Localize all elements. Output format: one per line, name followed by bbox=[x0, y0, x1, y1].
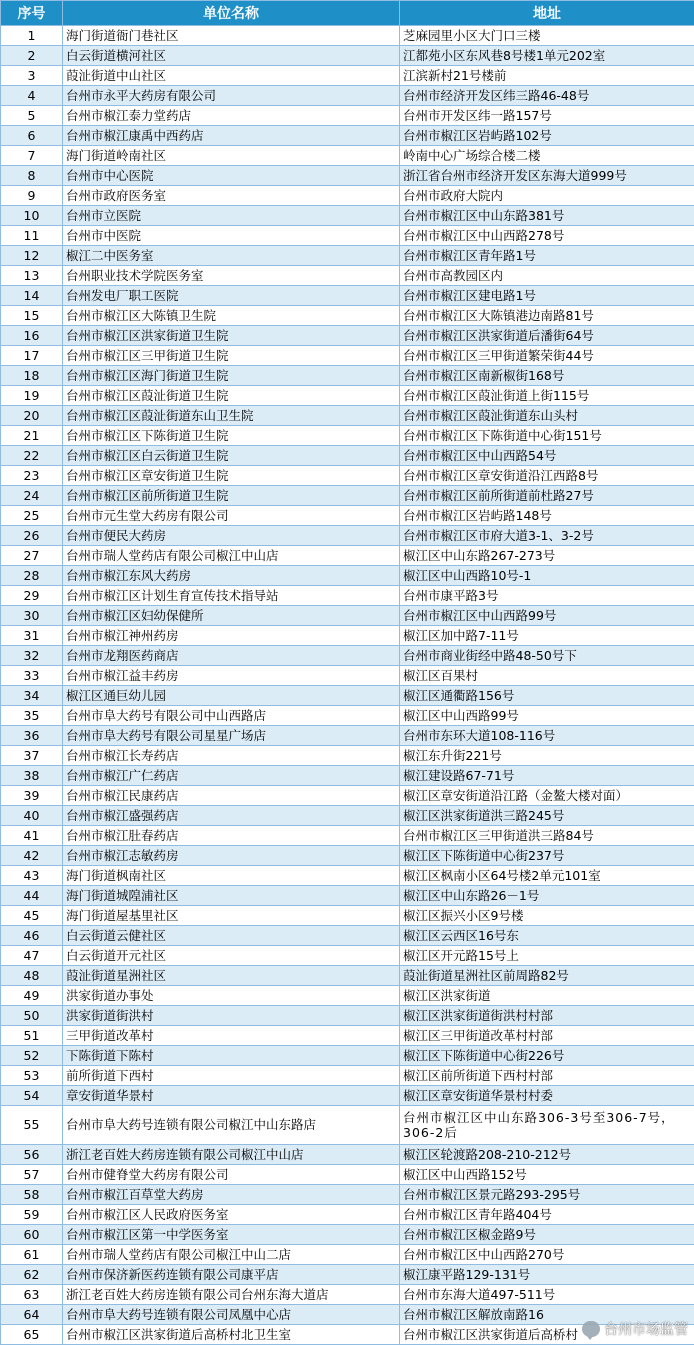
row-unit-name: 白云街道云健社区 bbox=[63, 926, 400, 946]
row-serial: 29 bbox=[1, 586, 63, 606]
row-address: 台州市椒江区中山西路54号 bbox=[400, 446, 694, 466]
row-unit-name: 章安街道华景村 bbox=[63, 1086, 400, 1106]
table-body bbox=[1, 26, 694, 1345]
row-serial: 64 bbox=[1, 1305, 63, 1325]
row-unit-name: 台州市健脊堂大药房有限公司 bbox=[63, 1165, 400, 1185]
row-address: 椒江区洪家街道洪三路245号 bbox=[400, 806, 694, 826]
table-row bbox=[1, 666, 694, 686]
table-row bbox=[1, 566, 694, 586]
row-serial: 33 bbox=[1, 666, 63, 686]
row-serial: 1 bbox=[1, 26, 63, 46]
row-unit-name: 台州市永平大药房有限公司 bbox=[63, 86, 400, 106]
row-serial: 16 bbox=[1, 326, 63, 346]
row-serial: 12 bbox=[1, 246, 63, 266]
row-address: 椒江区通衢路156号 bbox=[400, 686, 694, 706]
row-serial: 39 bbox=[1, 786, 63, 806]
row-serial: 62 bbox=[1, 1265, 63, 1285]
row-serial: 52 bbox=[1, 1046, 63, 1066]
row-address: 椒江区洪家街道 bbox=[400, 986, 694, 1006]
row-serial: 21 bbox=[1, 426, 63, 446]
table-row bbox=[1, 206, 694, 226]
row-address: 台州市椒江区洪家街道后高桥村 bbox=[400, 1325, 694, 1345]
row-serial: 41 bbox=[1, 826, 63, 846]
row-address: 台州市椒江区解放南路16 bbox=[400, 1305, 694, 1325]
row-unit-name: 洪家街道办事处 bbox=[63, 986, 400, 1006]
row-address: 椒江区中山东路26－1号 bbox=[400, 886, 694, 906]
table-row bbox=[1, 426, 694, 446]
table-row bbox=[1, 726, 694, 746]
row-unit-name: 台州市椒江区计划生育宣传技术指导站 bbox=[63, 586, 400, 606]
row-address: 台州市椒江区洪家街道后潘街64号 bbox=[400, 326, 694, 346]
row-address: 台州市椒江区大陈镇港边南路81号 bbox=[400, 306, 694, 326]
watermark bbox=[582, 1319, 688, 1339]
row-unit-name: 台州市中医院 bbox=[63, 226, 400, 246]
row-serial: 9 bbox=[1, 186, 63, 206]
table-row bbox=[1, 1086, 694, 1106]
row-serial: 61 bbox=[1, 1245, 63, 1265]
row-serial: 14 bbox=[1, 286, 63, 306]
row-address: 芝麻园里小区大门口三楼 bbox=[400, 26, 694, 46]
row-unit-name: 台州市椒江区白云街道卫生院 bbox=[63, 446, 400, 466]
table-row bbox=[1, 626, 694, 646]
row-address: 台州市椒江区岩屿路102号 bbox=[400, 126, 694, 146]
row-serial: 26 bbox=[1, 526, 63, 546]
table-row bbox=[1, 806, 694, 826]
row-address: 台州市椒江区青年路1号 bbox=[400, 246, 694, 266]
row-serial: 45 bbox=[1, 906, 63, 926]
row-unit-name: 台州市元生堂大药房有限公司 bbox=[63, 506, 400, 526]
row-unit-name: 台州市椒江百草堂大药房 bbox=[63, 1185, 400, 1205]
row-serial: 4 bbox=[1, 86, 63, 106]
row-serial: 37 bbox=[1, 746, 63, 766]
row-serial: 53 bbox=[1, 1066, 63, 1086]
watermark-text: 台州市场监管 bbox=[604, 1319, 688, 1339]
table-row bbox=[1, 346, 694, 366]
row-unit-name: 葭沚街道中山社区 bbox=[63, 66, 400, 86]
row-unit-name: 海门街道城隍浦社区 bbox=[63, 886, 400, 906]
table-row bbox=[1, 866, 694, 886]
row-unit-name: 海门街道屋基里社区 bbox=[63, 906, 400, 926]
row-address: 葭沚街道星洲社区前周路82号 bbox=[400, 966, 694, 986]
table-row bbox=[1, 946, 694, 966]
row-unit-name: 台州市保济新医药连锁有限公司康平店 bbox=[63, 1265, 400, 1285]
row-serial: 31 bbox=[1, 626, 63, 646]
row-serial: 27 bbox=[1, 546, 63, 566]
row-unit-name: 台州市椒江康禹中西药店 bbox=[63, 126, 400, 146]
table-row bbox=[1, 286, 694, 306]
row-unit-name: 台州市便民大药房 bbox=[63, 526, 400, 546]
table-row bbox=[1, 606, 694, 626]
row-address: 台州市椒江区中山西路278号 bbox=[400, 226, 694, 246]
table-row bbox=[1, 86, 694, 106]
table-row bbox=[1, 886, 694, 906]
row-unit-name: 海门街道枫南社区 bbox=[63, 866, 400, 886]
wechat-bubble-icon bbox=[582, 1321, 600, 1337]
row-address: 台州市椒江区建电路1号 bbox=[400, 286, 694, 306]
row-serial: 42 bbox=[1, 846, 63, 866]
row-serial: 38 bbox=[1, 766, 63, 786]
table-row bbox=[1, 1205, 694, 1225]
table-row bbox=[1, 766, 694, 786]
table-row bbox=[1, 326, 694, 346]
table-row bbox=[1, 306, 694, 326]
row-unit-name: 台州市椒江区人民政府医务室 bbox=[63, 1205, 400, 1225]
row-address: 台州市高教园区内 bbox=[400, 266, 694, 286]
row-serial: 32 bbox=[1, 646, 63, 666]
row-serial: 55 bbox=[1, 1106, 63, 1145]
row-serial: 13 bbox=[1, 266, 63, 286]
row-serial: 24 bbox=[1, 486, 63, 506]
row-address: 台州市椒江区中山西路99号 bbox=[400, 606, 694, 626]
row-serial: 63 bbox=[1, 1285, 63, 1305]
row-address: 椒江区中山东路267-273号 bbox=[400, 546, 694, 566]
row-unit-name: 台州市政府医务室 bbox=[63, 186, 400, 206]
table-row bbox=[1, 1145, 694, 1165]
row-address: 台州市开发区纬一路157号 bbox=[400, 106, 694, 126]
row-address: 椒江区洪家街道街洪村村部 bbox=[400, 1006, 694, 1026]
row-unit-name: 台州市椒江区下陈街道卫生院 bbox=[63, 426, 400, 446]
row-serial: 15 bbox=[1, 306, 63, 326]
row-serial: 34 bbox=[1, 686, 63, 706]
row-address: 台州市椒江区章安街道沿江西路8号 bbox=[400, 466, 694, 486]
row-address: 椒江区百果村 bbox=[400, 666, 694, 686]
row-serial: 57 bbox=[1, 1165, 63, 1185]
table-row bbox=[1, 506, 694, 526]
row-address: 台州市椒江区三甲街道洪三路84号 bbox=[400, 826, 694, 846]
row-unit-name: 海门街道岭南社区 bbox=[63, 146, 400, 166]
row-address: 台州市政府大院内 bbox=[400, 186, 694, 206]
row-address: 椒江区三甲街道改革村村部 bbox=[400, 1026, 694, 1046]
row-unit-name: 台州市椒江东风大药房 bbox=[63, 566, 400, 586]
row-address: 椒江建设路67-71号 bbox=[400, 766, 694, 786]
row-address: 椒江区前所街道下西村村部 bbox=[400, 1066, 694, 1086]
row-unit-name: 台州发电厂职工医院 bbox=[63, 286, 400, 306]
row-serial: 50 bbox=[1, 1006, 63, 1026]
table-row bbox=[1, 786, 694, 806]
table-row bbox=[1, 46, 694, 66]
row-serial: 56 bbox=[1, 1145, 63, 1165]
table-row bbox=[1, 406, 694, 426]
row-serial: 3 bbox=[1, 66, 63, 86]
row-unit-name: 台州市椒江神州药房 bbox=[63, 626, 400, 646]
row-address: 台州市东海大道497-511号 bbox=[400, 1285, 694, 1305]
row-unit-name: 台州市瑞人堂药店有限公司椒江中山二店 bbox=[63, 1245, 400, 1265]
row-address: 台州市椒江区椒金路9号 bbox=[400, 1225, 694, 1245]
row-unit-name: 台州市阜大药号有限公司星星广场店 bbox=[63, 726, 400, 746]
row-address: 椒江区下陈街道中心街237号 bbox=[400, 846, 694, 866]
table-row bbox=[1, 446, 694, 466]
row-address: 台州市椒江区葭沚街道东山头村 bbox=[400, 406, 694, 426]
row-unit-name: 洪家街道街洪村 bbox=[63, 1006, 400, 1026]
row-serial: 40 bbox=[1, 806, 63, 826]
row-address: 台州市椒江区三甲街道繁荣街44号 bbox=[400, 346, 694, 366]
row-address: 岭南中心广场综合楼二楼 bbox=[400, 146, 694, 166]
row-serial: 22 bbox=[1, 446, 63, 466]
table-row bbox=[1, 1066, 694, 1086]
table-row bbox=[1, 846, 694, 866]
table-row bbox=[1, 486, 694, 506]
row-address: 台州市椒江区南新椒街168号 bbox=[400, 366, 694, 386]
table-row bbox=[1, 126, 694, 146]
row-address: 台州市椒江区中山东路306-3号至306-7号，306-2后 bbox=[400, 1106, 694, 1145]
header-unit-name: 单位名称 bbox=[63, 1, 400, 26]
row-address: 台州市椒江区青年路404号 bbox=[400, 1205, 694, 1225]
row-address: 椒江区轮渡路208-210-212号 bbox=[400, 1145, 694, 1165]
table-row bbox=[1, 546, 694, 566]
row-unit-name: 台州市椒江长寿药店 bbox=[63, 746, 400, 766]
row-address: 台州市经济开发区纬三路46-48号 bbox=[400, 86, 694, 106]
table-row bbox=[1, 1026, 694, 1046]
table-row bbox=[1, 146, 694, 166]
row-address: 椒江区云西区16号东 bbox=[400, 926, 694, 946]
row-address: 台州市椒江区中山西路270号 bbox=[400, 1245, 694, 1265]
row-serial: 51 bbox=[1, 1026, 63, 1046]
row-unit-name: 前所街道下西村 bbox=[63, 1066, 400, 1086]
row-unit-name: 台州市中心医院 bbox=[63, 166, 400, 186]
row-unit-name: 台州市椒江区海门街道卫生院 bbox=[63, 366, 400, 386]
table-row bbox=[1, 366, 694, 386]
row-address: 椒江区振兴小区9号楼 bbox=[400, 906, 694, 926]
row-unit-name: 台州市椒江盛强药店 bbox=[63, 806, 400, 826]
table-row bbox=[1, 266, 694, 286]
row-serial: 36 bbox=[1, 726, 63, 746]
row-address: 椒江区章安街道华景村村委 bbox=[400, 1086, 694, 1106]
row-unit-name: 台州市椒江区第一中学医务室 bbox=[63, 1225, 400, 1245]
table-row bbox=[1, 1106, 694, 1145]
row-unit-name: 台州市瑞人堂药店有限公司椒江中山店 bbox=[63, 546, 400, 566]
row-address: 台州市椒江区前所街道前杜路27号 bbox=[400, 486, 694, 506]
table-row bbox=[1, 986, 694, 1006]
table-row bbox=[1, 1046, 694, 1066]
row-serial: 30 bbox=[1, 606, 63, 626]
table-row bbox=[1, 1006, 694, 1026]
row-address: 椒江区中山西路10号-1 bbox=[400, 566, 694, 586]
table-row bbox=[1, 526, 694, 546]
row-unit-name: 海门街道衙门巷社区 bbox=[63, 26, 400, 46]
table-row bbox=[1, 1185, 694, 1205]
row-address: 台州市椒江区中山东路381号 bbox=[400, 206, 694, 226]
row-unit-name: 台州市椒江益丰药房 bbox=[63, 666, 400, 686]
row-unit-name: 台州市阜大药号有限公司中山西路店 bbox=[63, 706, 400, 726]
row-serial: 18 bbox=[1, 366, 63, 386]
row-serial: 7 bbox=[1, 146, 63, 166]
table-row bbox=[1, 1245, 694, 1265]
row-unit-name: 台州市龙翔医药商店 bbox=[63, 646, 400, 666]
row-serial: 60 bbox=[1, 1225, 63, 1245]
row-serial: 28 bbox=[1, 566, 63, 586]
table-row bbox=[1, 1225, 694, 1245]
table-row bbox=[1, 906, 694, 926]
header-address: 地址 bbox=[400, 1, 694, 26]
row-unit-name: 台州市椒江区洪家街道后高桥村北卫生室 bbox=[63, 1325, 400, 1345]
row-unit-name: 白云街道开元社区 bbox=[63, 946, 400, 966]
table-row bbox=[1, 826, 694, 846]
row-serial: 10 bbox=[1, 206, 63, 226]
table-row bbox=[1, 966, 694, 986]
row-serial: 47 bbox=[1, 946, 63, 966]
table-row bbox=[1, 586, 694, 606]
row-serial: 2 bbox=[1, 46, 63, 66]
row-address: 椒江区中山西路99号 bbox=[400, 706, 694, 726]
table-row bbox=[1, 466, 694, 486]
table-row bbox=[1, 1265, 694, 1285]
row-address: 江滨新村21号楼前 bbox=[400, 66, 694, 86]
row-address: 椒江区枫南小区64号楼2单元101室 bbox=[400, 866, 694, 886]
row-serial: 19 bbox=[1, 386, 63, 406]
table-row bbox=[1, 246, 694, 266]
row-unit-name: 浙江老百姓大药房连锁有限公司台州东海大道店 bbox=[63, 1285, 400, 1305]
table-row bbox=[1, 186, 694, 206]
row-serial: 8 bbox=[1, 166, 63, 186]
row-serial: 25 bbox=[1, 506, 63, 526]
row-serial: 59 bbox=[1, 1205, 63, 1225]
row-unit-name: 台州市阜大药号连锁有限公司椒江中山东路店 bbox=[63, 1106, 400, 1145]
row-serial: 11 bbox=[1, 226, 63, 246]
row-serial: 35 bbox=[1, 706, 63, 726]
table-row bbox=[1, 106, 694, 126]
row-unit-name: 台州市椒江民康药店 bbox=[63, 786, 400, 806]
row-address: 台州市椒江区岩屿路148号 bbox=[400, 506, 694, 526]
row-address: 台州市椒江区葭沚街道上街115号 bbox=[400, 386, 694, 406]
row-serial: 49 bbox=[1, 986, 63, 1006]
row-serial: 5 bbox=[1, 106, 63, 126]
row-address: 椒江区下陈街道中心街226号 bbox=[400, 1046, 694, 1066]
row-address: 椒江康平路129-131号 bbox=[400, 1265, 694, 1285]
row-serial: 65 bbox=[1, 1325, 63, 1345]
table-row bbox=[1, 706, 694, 726]
row-unit-name: 台州市椒江志敏药房 bbox=[63, 846, 400, 866]
table-row bbox=[1, 646, 694, 666]
row-unit-name: 台州市椒江泰力堂药店 bbox=[63, 106, 400, 126]
row-unit-name: 台州市椒江区葭沚街道卫生院 bbox=[63, 386, 400, 406]
row-unit-name: 葭沚街道星洲社区 bbox=[63, 966, 400, 986]
row-serial: 44 bbox=[1, 886, 63, 906]
row-serial: 6 bbox=[1, 126, 63, 146]
row-unit-name: 浙江老百姓大药房连锁有限公司椒江中山店 bbox=[63, 1145, 400, 1165]
table-row bbox=[1, 386, 694, 406]
row-address: 椒江区加中路7-11号 bbox=[400, 626, 694, 646]
row-address: 台州市东环大道108-116号 bbox=[400, 726, 694, 746]
row-serial: 48 bbox=[1, 966, 63, 986]
row-address: 台州市椒江区景元路293-295号 bbox=[400, 1185, 694, 1205]
row-address: 台州市椒江区下陈街道中心街151号 bbox=[400, 426, 694, 446]
table-row bbox=[1, 1285, 694, 1305]
row-unit-name: 三甲街道改革村 bbox=[63, 1026, 400, 1046]
row-unit-name: 台州市椒江区妇幼保健所 bbox=[63, 606, 400, 626]
table-header-row bbox=[1, 1, 694, 26]
row-address: 台州市椒江区市府大道3-1、3-2号 bbox=[400, 526, 694, 546]
table-row bbox=[1, 926, 694, 946]
row-serial: 23 bbox=[1, 466, 63, 486]
row-unit-name: 台州市椒江广仁药店 bbox=[63, 766, 400, 786]
table-row bbox=[1, 686, 694, 706]
row-serial: 43 bbox=[1, 866, 63, 886]
row-unit-name: 台州市椒江区洪家街道卫生院 bbox=[63, 326, 400, 346]
row-unit-name: 下陈街道下陈村 bbox=[63, 1046, 400, 1066]
row-unit-name: 台州市椒江区章安街道卫生院 bbox=[63, 466, 400, 486]
row-serial: 54 bbox=[1, 1086, 63, 1106]
row-address: 浙江省台州市经济开发区东海大道999号 bbox=[400, 166, 694, 186]
row-unit-name: 台州市阜大药号连锁有限公司凤凰中心店 bbox=[63, 1305, 400, 1325]
row-unit-name: 台州市椒江区前所街道卫生院 bbox=[63, 486, 400, 506]
row-unit-name: 椒江区通巨幼儿园 bbox=[63, 686, 400, 706]
row-address: 椒江区章安街道沿江路（金鳌大楼对面） bbox=[400, 786, 694, 806]
row-unit-name: 白云街道横河社区 bbox=[63, 46, 400, 66]
row-address: 台州市商业街经中路48-50号下 bbox=[400, 646, 694, 666]
row-serial: 20 bbox=[1, 406, 63, 426]
row-unit-name: 台州职业技术学院医务室 bbox=[63, 266, 400, 286]
row-unit-name: 台州市椒江区葭沚街道东山卫生院 bbox=[63, 406, 400, 426]
table-row bbox=[1, 746, 694, 766]
row-address: 台州市康平路3号 bbox=[400, 586, 694, 606]
row-unit-name: 台州市椒江区大陈镇卫生院 bbox=[63, 306, 400, 326]
table-row bbox=[1, 66, 694, 86]
row-address: 椒江区开元路15号上 bbox=[400, 946, 694, 966]
row-unit-name: 台州市椒江区三甲街道卫生院 bbox=[63, 346, 400, 366]
table-row bbox=[1, 26, 694, 46]
header-serial: 序号 bbox=[1, 1, 63, 26]
table-row bbox=[1, 166, 694, 186]
row-serial: 46 bbox=[1, 926, 63, 946]
row-unit-name: 椒江二中医务室 bbox=[63, 246, 400, 266]
row-address: 椒江东升街221号 bbox=[400, 746, 694, 766]
row-address: 江都苑小区东风巷8号楼1单元202室 bbox=[400, 46, 694, 66]
row-serial: 58 bbox=[1, 1185, 63, 1205]
row-unit-name: 台州市椒江肚春药店 bbox=[63, 826, 400, 846]
row-address: 椒江区中山西路152号 bbox=[400, 1165, 694, 1185]
table-row bbox=[1, 226, 694, 246]
row-unit-name: 台州市立医院 bbox=[63, 206, 400, 226]
row-serial: 17 bbox=[1, 346, 63, 366]
table-row bbox=[1, 1165, 694, 1185]
